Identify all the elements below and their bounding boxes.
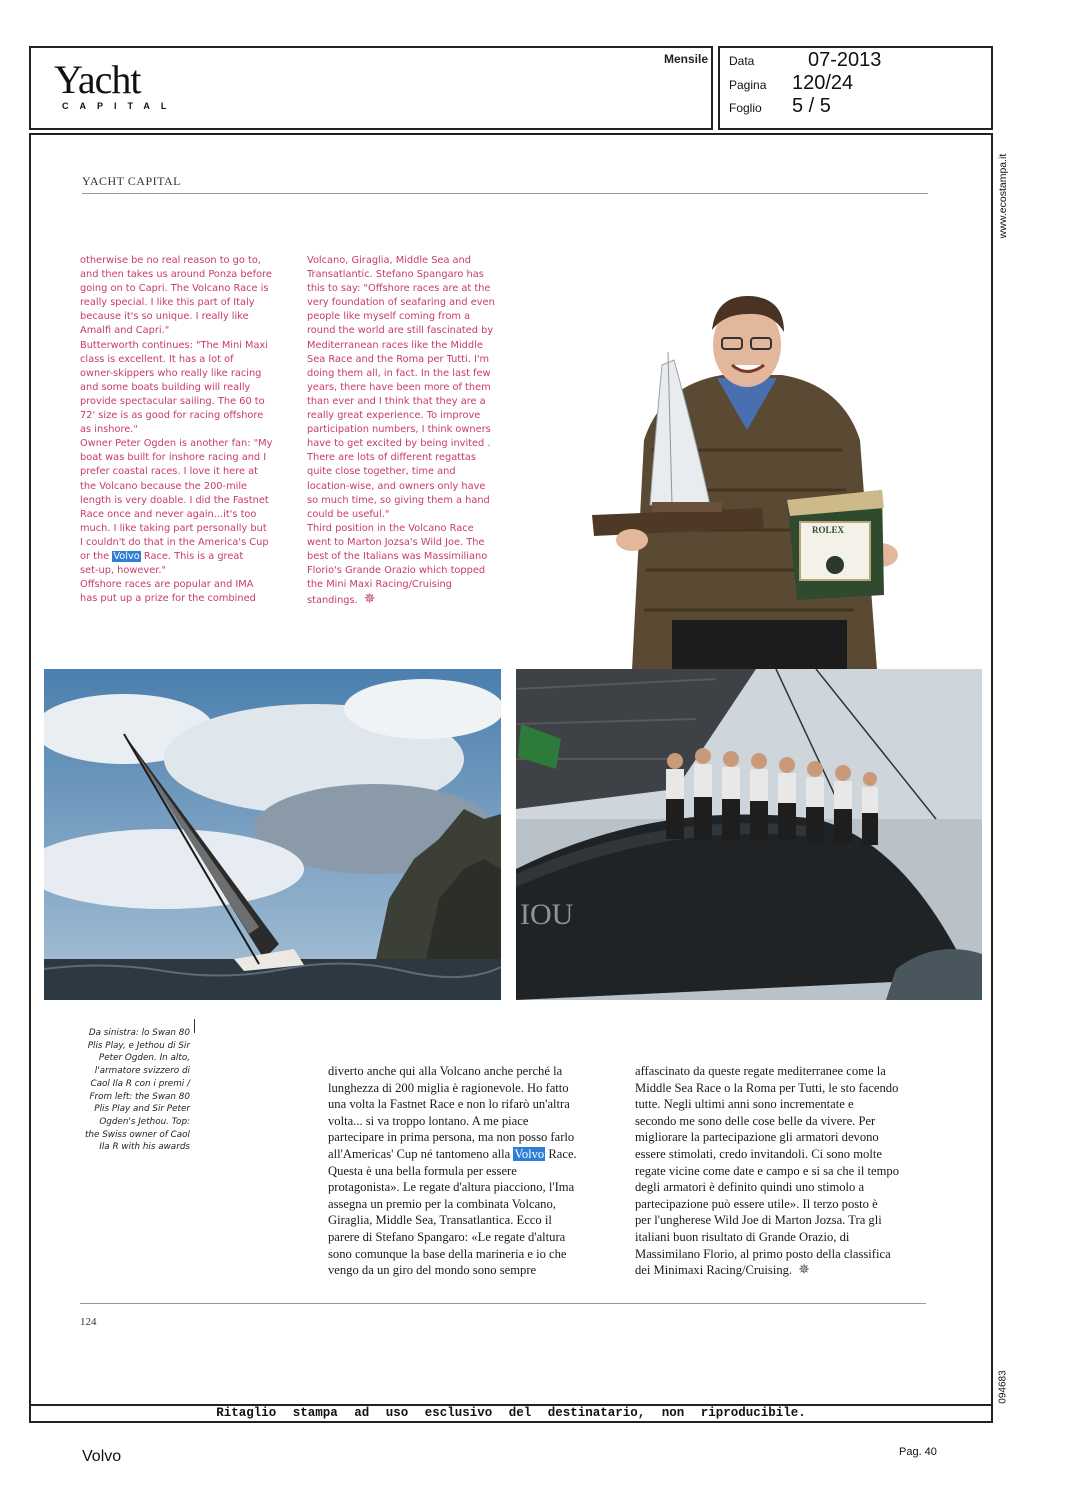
volvo-highlight: Volvo	[113, 550, 140, 562]
owner-portrait-photo	[592, 290, 904, 670]
english-column-2-text: Volcano, Giraglia, Middle Sea and Transatlantic. Stefano Spangaro has this to say: "Offshore races are at the very foundation of seafaring and even people like myself coming from a round the world are still fascinated by Mediterranean races like the Middle Sea Race and the Roma per Tutti. I'm doing them all, in fact. In the last few years, there have been more of them than ever and I think that they are a really great experience. To improve participation numbers, I think owners have to get excited by being invited . There are lots of different regattas quite close together, time and location-wise, and owners only have so much time, so giving them a hand could be useful." Third position in the Volcano Race went to Marton Jozsa's Wild Joe. The best of the Italians was Massimiliano Florio's Grande Orazio which topped the Mini Maxi Racing/Cruising standings.	[307, 255, 495, 607]
data-label: Data	[729, 54, 755, 68]
page-number: 124	[80, 1316, 97, 1328]
source-url: www.ecostampa.it	[997, 153, 1009, 239]
header-rule	[82, 193, 928, 194]
data-value: 07-2013	[808, 49, 882, 71]
photo-caption: Da sinistra: lo Swan 80 Plis Play, e Jethou di Sir Peter Ogden. In alto, l'armatore svizzero di Caol Ila R con i premi / From left: the Swan 80 Plis Play and Sir Peter Ogden's Jethou. Top: the Swiss owner of Caol Ila R with his awards	[84, 1028, 190, 1153]
english-column-1-text: otherwise be no real reason to go to, and then takes us around Ponza before going on to Capri. The Volcano Race is really special. I like this part of Italy because it's so unique. I really like Amalfi and Capri." Butterworth continues: "The Mini Maxi class is excellent. It has a lot of owner-skippers who really like racing and some boats building will really provide spectacular sailing. The 60 to 72' size is as good for racing offshore as inshore." Owner Peter Ogden is another fan: "My boat was built for inshore racing and I prefer coastal races. I love it here at the Volcano because the 200-mile length is very doable. I did the Fastnet Race once and never again...it's too much. I like taking part personally but I couldn't do that in the America's Cup or the	[80, 255, 273, 562]
pagina-label: Pagina	[729, 78, 767, 92]
italian-column-2-text: affascinato da queste regate mediterranee come la Middle Sea Race o la Roma per Tutti, le sto facendo tutte. Negli ultimi anni sono incrementate e secondo me sono delle cose belle da vivere. Per migliorare la partecipazione gli armatori devono essere stimolati, credo invitandoli. Ci sono molte regate vicine come date e campo e si sa che il tempo degli armatori è definito quindi uno stimolo a partecipazione può essere utile». Il terzo posto è per l'ungherese Wild Joe di Marton Jozsa. Tra gli italiani buon risultato di Grande Orazio, di Massimilano Florio, al primo posto della classifica dei Minimaxi Racing/Cruising.	[635, 1064, 900, 1278]
pagina-value: 120/24	[792, 72, 854, 94]
publication-logo: Yacht	[54, 57, 141, 102]
english-column-1-tail: Race. This is a great set-up, however." Offshore races are popular and IMA has put up a prize for the combined	[80, 550, 256, 605]
hull-lettering: IOU	[520, 898, 574, 931]
document-page-label: Pag. 40	[899, 1446, 937, 1458]
caption-pointer	[194, 1019, 195, 1033]
foglio-value: 5 / 5	[792, 95, 831, 117]
running-head: YACHT CAPITAL	[82, 174, 181, 188]
italian-column-1-text: diverto anche qui alla Volcano anche perché la lunghezza di 200 miglia è ragionevole. Ho fatto una volta la Fastnet Race e non lo rifarò un'altra volta... si va troppo lontano. A me piace partecipare in prima persona, ma non posso farlo all'Americas' Cup né tantomeno alla	[328, 1064, 575, 1161]
sailboat-heeling-photo	[44, 669, 501, 1000]
foglio-label: Foglio	[729, 101, 762, 115]
copyright-notice: Ritaglio stampa ad uso esclusivo del destinatario, non riproducibile.	[216, 1406, 806, 1420]
sailboat-crew-photo	[516, 669, 982, 1000]
italian-column-1	[328, 1063, 626, 1279]
italian-column-1-tail: Race. Questa è una bella formula per essere protagonista». Le regate d'altura piacciono, l'Ima assegna un premio per la combinata Volcano, Giraglia, Middle Sea, Transatlantica. Ecco il parere di Stefano Spangaro: «Le regate d'altura sono comunque la base della marineria e io che vengo da un giro del mondo sono sempre	[328, 1146, 577, 1278]
publication-logo-subtitle: CAPITAL	[62, 101, 178, 111]
clipping-code: 094683	[997, 1370, 1009, 1404]
english-column-1	[80, 254, 296, 606]
volvo-highlight-italian: Volvo	[514, 1146, 545, 1161]
rolex-label: ROLEX	[812, 525, 845, 535]
footer-rule	[80, 1303, 926, 1304]
end-mark-icon-italian: ✵	[798, 1263, 810, 1279]
search-keyword: Volvo	[82, 1448, 122, 1465]
english-column-2	[307, 254, 519, 608]
frequency-label: Mensile	[664, 52, 709, 66]
end-mark-icon: ✵	[363, 591, 376, 608]
italian-column-2	[635, 1063, 935, 1280]
